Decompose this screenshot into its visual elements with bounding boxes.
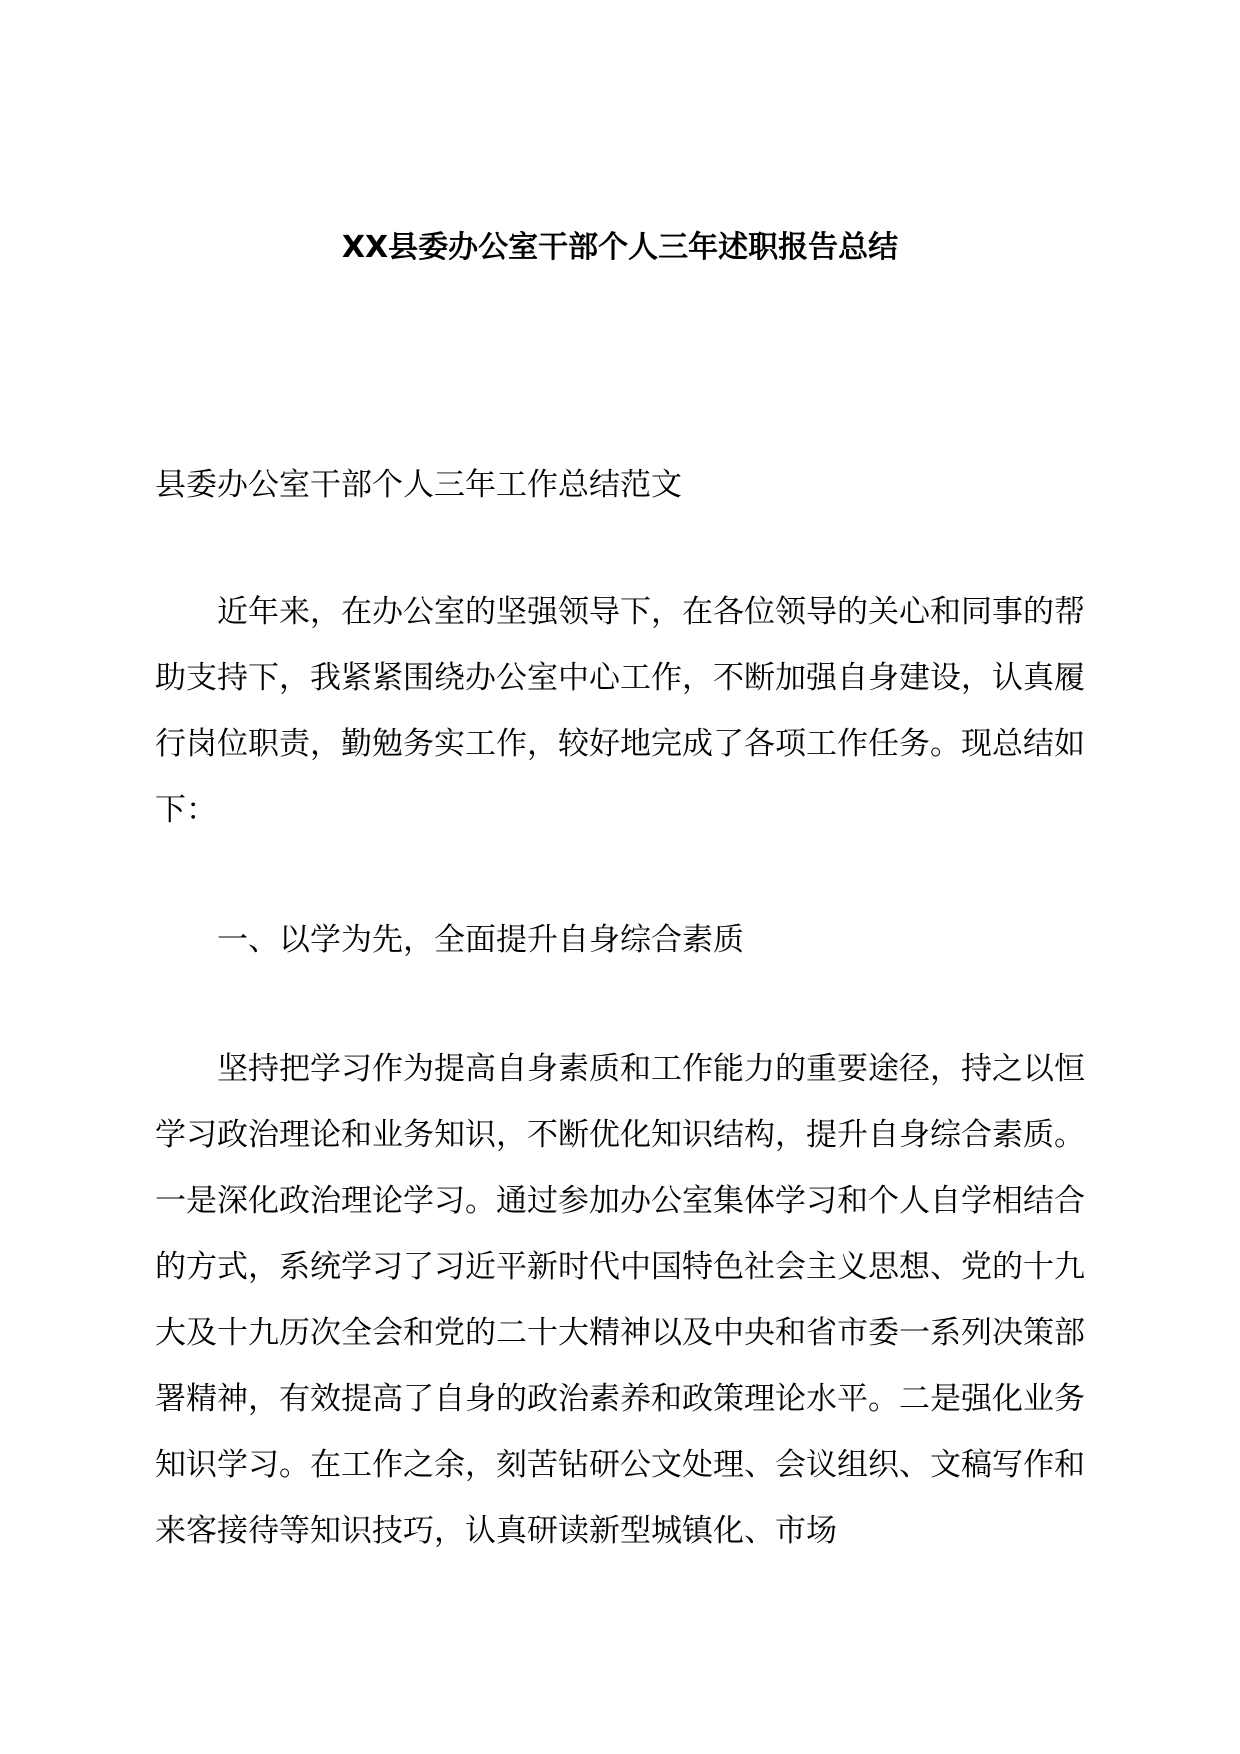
document-subtitle: 县委办公室干部个人三年工作总结范文 (155, 467, 682, 503)
section-heading: 一、以学为先，全面提升自身综合素质 (217, 922, 744, 958)
section-body-paragraph: 坚持把学习作为提高自身素质和工作能力的重要途径，持之以恒学习政治理论和业务知识，不断优化知识结构，提升自身综合素质。一是深化政治理论学习。通过参加办公室集体学习和个人自学相结合的方式，系统学习了习近平新时代中国特色社会主义思想、党的十九大及十九历次全会和党的二十大精神以及中央和省市委一系列决策部署精神，有效提高了自身的政治素养和政策理论水平。二是强化业务知识学习。在工作之余，刻苦钻研公文处理、会议组织、文稿写作和来客接待等知识技巧，认真研读新型城镇化、市场 (155, 1051, 1085, 1549)
intro-paragraph: 近年来，在办公室的坚强领导下，在各位领导的关心和同事的帮助支持下，我紧紧围绕办公室中心工作，不断加强自身建设，认真履行岗位职责，勤勉务实工作，较好地完成了各项工作任务。现总结如下： (155, 594, 1085, 828)
document-title: XX县委办公室干部个人三年述职报告总结 (341, 230, 899, 265)
